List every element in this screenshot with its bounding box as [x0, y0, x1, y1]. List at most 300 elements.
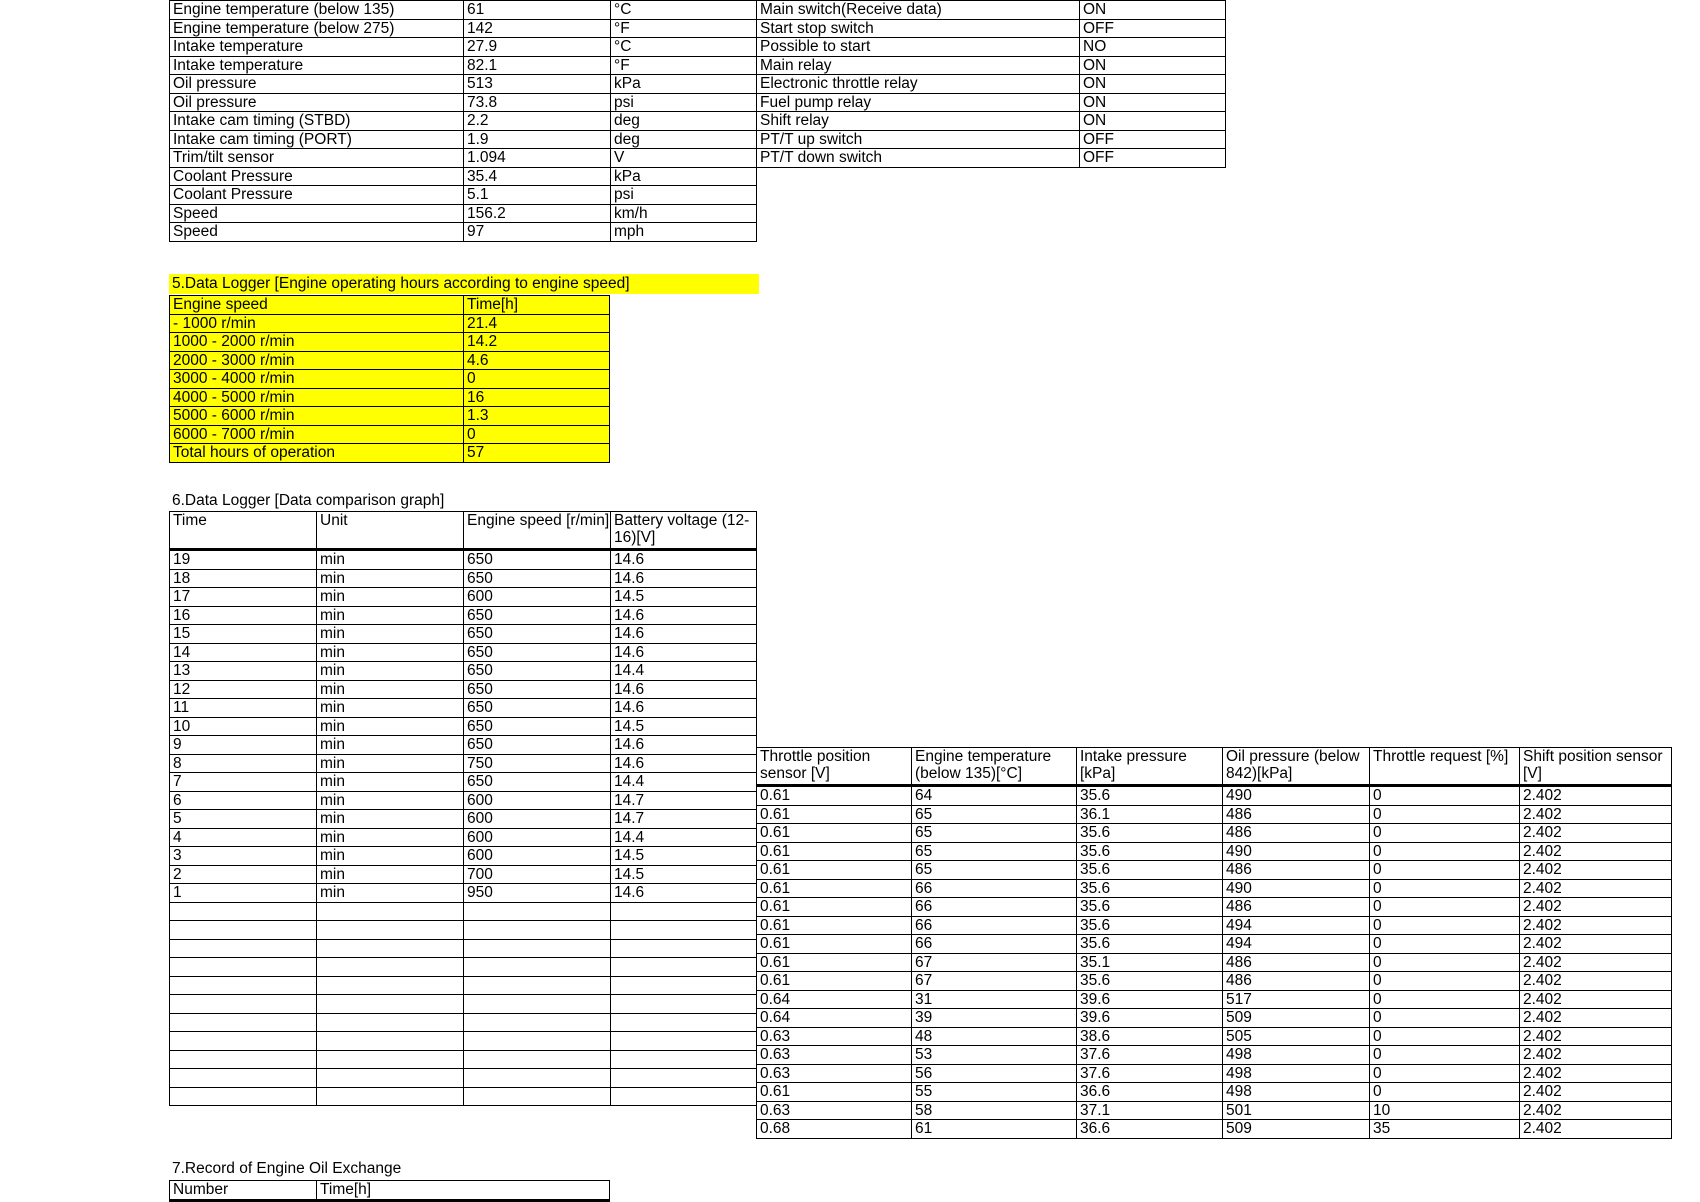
switch-row	[757, 38, 1226, 57]
table-cell: 0	[1370, 1046, 1520, 1065]
time-header: Time	[170, 512, 317, 550]
section5-title: 5.Data Logger [Engine operating hours according to engine speed]	[169, 274, 759, 294]
table-cell: 16	[464, 388, 610, 407]
table-cell: 0.61	[757, 879, 912, 898]
table-cell: kPa	[611, 167, 757, 186]
table-cell: 486	[1223, 824, 1370, 843]
switch-row	[757, 19, 1226, 38]
table-cell	[464, 995, 611, 1014]
table-cell: 513	[464, 75, 611, 94]
table-cell: psi	[611, 93, 757, 112]
table-cell: 35.6	[1077, 786, 1223, 806]
table-cell: 2.402	[1520, 879, 1672, 898]
table-cell: 35.6	[1077, 916, 1223, 935]
table-cell: 0	[1370, 861, 1520, 880]
table-cell: 14.6	[611, 569, 757, 588]
table-cell: 35.6	[1077, 972, 1223, 991]
table-cell: min	[317, 588, 464, 607]
data-comparison-row	[170, 828, 757, 847]
table-cell: 9	[170, 736, 317, 755]
table-cell	[464, 1032, 611, 1051]
data-comparison-row	[170, 699, 757, 718]
table-cell: 2.402	[1520, 786, 1672, 806]
table-cell: 14.6	[611, 699, 757, 718]
data-comparison-right-row	[757, 935, 1672, 954]
data-comparison-table	[169, 511, 757, 1106]
table-cell	[611, 1032, 757, 1051]
switch-row	[757, 1, 1226, 20]
table-cell: 750	[464, 754, 611, 773]
table-cell: 3000 - 4000 r/min	[170, 370, 464, 389]
table-cell: Start stop switch	[757, 19, 1080, 38]
table-cell: 10	[1370, 1101, 1520, 1120]
table-cell: 650	[464, 643, 611, 662]
data-comparison-right-row	[757, 824, 1672, 843]
table-cell: Electronic throttle relay	[757, 75, 1080, 94]
table-cell: 0.61	[757, 1083, 912, 1102]
table-cell: min	[317, 884, 464, 903]
table-cell: 17	[170, 588, 317, 607]
table-cell: 64	[912, 786, 1077, 806]
table-cell: 0.61	[757, 861, 912, 880]
table-cell: 2.402	[1520, 972, 1672, 991]
table-cell: Shift relay	[757, 112, 1080, 131]
engine-hours-row	[170, 370, 610, 389]
table-cell	[611, 1050, 757, 1069]
intake-pressure-header: Intake pressure [kPa]	[1077, 748, 1223, 786]
table-cell: °C	[611, 1, 757, 20]
table-cell	[317, 1069, 464, 1088]
table-cell: min	[317, 569, 464, 588]
switch-row	[757, 149, 1226, 168]
data-comparison-row	[170, 902, 757, 921]
table-cell: 4.6	[464, 351, 610, 370]
sensor-row	[170, 149, 757, 168]
table-cell: 650	[464, 662, 611, 681]
sensor-row	[170, 75, 757, 94]
table-cell: 48	[912, 1027, 1077, 1046]
table-cell: 35.6	[1077, 879, 1223, 898]
table-cell: Engine temperature (below 275)	[170, 19, 464, 38]
table-cell: 650	[464, 736, 611, 755]
table-cell: min	[317, 680, 464, 699]
sensor-row	[170, 1, 757, 20]
table-cell: 2.402	[1520, 1101, 1672, 1120]
table-cell	[170, 995, 317, 1014]
table-cell: kPa	[611, 75, 757, 94]
table-cell	[170, 958, 317, 977]
table-cell: Trim/tilt sensor	[170, 149, 464, 168]
sensor-row	[170, 204, 757, 223]
table-cell: °C	[611, 38, 757, 57]
table-cell: 2.402	[1520, 953, 1672, 972]
table-cell: 73.8	[464, 93, 611, 112]
data-comparison-row	[170, 550, 757, 570]
table-cell: 0.61	[757, 786, 912, 806]
table-cell: 65	[912, 824, 1077, 843]
throttle-position-header: Throttle position sensor [V]	[757, 748, 912, 786]
table-cell: min	[317, 550, 464, 570]
table-cell	[170, 902, 317, 921]
engine-hours-row	[170, 388, 610, 407]
table-cell	[317, 939, 464, 958]
unit-header: Unit	[317, 512, 464, 550]
table-cell: 0	[1370, 1064, 1520, 1083]
sensor-row	[170, 130, 757, 149]
table-cell: 39	[912, 1009, 1077, 1028]
table-cell: Total hours of operation	[170, 444, 464, 463]
table-cell: 65	[912, 842, 1077, 861]
table-cell	[170, 939, 317, 958]
table-cell: 0.64	[757, 1009, 912, 1028]
table-cell: 1000 - 2000 r/min	[170, 333, 464, 352]
table-cell: 14.6	[611, 550, 757, 570]
oil-exchange-table	[169, 1180, 610, 1202]
table-cell: Oil pressure	[170, 93, 464, 112]
table-cell: 600	[464, 791, 611, 810]
table-cell: 600	[464, 828, 611, 847]
table-cell: 0	[1370, 786, 1520, 806]
table-cell: 0.61	[757, 824, 912, 843]
table-cell: 486	[1223, 861, 1370, 880]
table-cell	[464, 1087, 611, 1106]
data-comparison-row	[170, 958, 757, 977]
table-cell: 61	[912, 1120, 1077, 1139]
table-cell: min	[317, 643, 464, 662]
switch-row	[757, 112, 1226, 131]
table-cell	[611, 995, 757, 1014]
sensor-row	[170, 167, 757, 186]
table-cell: 14.6	[611, 884, 757, 903]
data-comparison-right-row	[757, 1009, 1672, 1028]
shift-position-header: Shift position sensor [V]	[1520, 748, 1672, 786]
table-cell: 15	[170, 625, 317, 644]
data-comparison-row	[170, 921, 757, 940]
table-cell: 39.6	[1077, 1009, 1223, 1028]
table-cell: 0	[1370, 824, 1520, 843]
table-cell: min	[317, 847, 464, 866]
table-cell: min	[317, 699, 464, 718]
table-cell: V	[611, 149, 757, 168]
table-cell: 2.402	[1520, 990, 1672, 1009]
table-cell: 66	[912, 879, 1077, 898]
table-cell: 505	[1223, 1027, 1370, 1046]
table-cell: min	[317, 717, 464, 736]
data-comparison-row	[170, 976, 757, 995]
table-cell: 0.61	[757, 972, 912, 991]
table-cell: 501	[1223, 1101, 1370, 1120]
table-cell: 53	[912, 1046, 1077, 1065]
table-cell: 27.9	[464, 38, 611, 57]
table-cell	[317, 902, 464, 921]
table-cell: 0	[1370, 1027, 1520, 1046]
table-cell: 14.5	[611, 588, 757, 607]
table-cell: Intake cam timing (STBD)	[170, 112, 464, 131]
time-h-header: Time[h]	[317, 1181, 610, 1201]
table-cell: OFF	[1080, 19, 1226, 38]
table-cell: 650	[464, 680, 611, 699]
data-comparison-right-row	[757, 1101, 1672, 1120]
table-cell: 65	[912, 805, 1077, 824]
table-cell: 2.402	[1520, 805, 1672, 824]
sensor-values-table	[169, 0, 757, 242]
table-cell: 0	[1370, 916, 1520, 935]
table-cell: 35.6	[1077, 935, 1223, 954]
table-cell: 0.61	[757, 898, 912, 917]
sensor-row	[170, 19, 757, 38]
table-cell: min	[317, 828, 464, 847]
table-cell: 0.61	[757, 842, 912, 861]
table-cell	[464, 921, 611, 940]
data-comparison-row	[170, 606, 757, 625]
engine-speed-header: Engine speed [r/min]	[464, 512, 611, 550]
table-cell: 1.9	[464, 130, 611, 149]
section7-title: 7.Record of Engine Oil Exchange	[172, 1160, 402, 1177]
table-cell	[611, 902, 757, 921]
table-cell: 486	[1223, 972, 1370, 991]
table-cell: psi	[611, 186, 757, 205]
table-cell: 66	[912, 916, 1077, 935]
data-comparison-row	[170, 588, 757, 607]
table-cell: ON	[1080, 93, 1226, 112]
table-cell: min	[317, 606, 464, 625]
table-cell: 37.6	[1077, 1064, 1223, 1083]
table-cell: 14.6	[611, 680, 757, 699]
table-cell: 517	[1223, 990, 1370, 1009]
table-cell: 0	[1370, 1009, 1520, 1028]
table-cell: PT/T down switch	[757, 149, 1080, 168]
table-cell	[611, 939, 757, 958]
table-cell: 6000 - 7000 r/min	[170, 425, 464, 444]
table-cell: 4000 - 5000 r/min	[170, 388, 464, 407]
table-cell: 2	[170, 865, 317, 884]
data-comparison-row	[170, 662, 757, 681]
table-cell: 2.2	[464, 112, 611, 131]
table-cell: 0.63	[757, 1101, 912, 1120]
table-cell: Engine temperature (below 135)	[170, 1, 464, 20]
table-cell: 36.6	[1077, 1083, 1223, 1102]
engine-hours-row	[170, 351, 610, 370]
table-cell: 6	[170, 791, 317, 810]
table-cell: - 1000 r/min	[170, 314, 464, 333]
data-comparison-row	[170, 995, 757, 1014]
table-cell: deg	[611, 112, 757, 131]
table-cell: 509	[1223, 1120, 1370, 1139]
table-cell: 2.402	[1520, 1083, 1672, 1102]
table-cell: 37.6	[1077, 1046, 1223, 1065]
data-comparison-row	[170, 1050, 757, 1069]
table-cell: Possible to start	[757, 38, 1080, 57]
table-cell: 14.6	[611, 754, 757, 773]
table-cell: 0	[1370, 879, 1520, 898]
table-cell: 0	[1370, 898, 1520, 917]
engine-temperature-header: Engine temperature (below 135)[°C]	[912, 748, 1077, 786]
table-cell: 650	[464, 606, 611, 625]
table-cell: 2.402	[1520, 1027, 1672, 1046]
table-cell: min	[317, 865, 464, 884]
table-cell: 509	[1223, 1009, 1370, 1028]
table-cell: 31	[912, 990, 1077, 1009]
table-cell: 0.61	[757, 916, 912, 935]
table-cell: 2.402	[1520, 1009, 1672, 1028]
table-cell: OFF	[1080, 130, 1226, 149]
engine-hours-row	[170, 333, 610, 352]
table-cell: 97	[464, 223, 611, 242]
table-cell: 486	[1223, 953, 1370, 972]
table-cell: Coolant Pressure	[170, 167, 464, 186]
table-cell: 35.6	[1077, 861, 1223, 880]
data-comparison-row	[170, 939, 757, 958]
section6-title: 6.Data Logger [Data comparison graph]	[172, 492, 445, 509]
data-comparison-row	[170, 736, 757, 755]
table-cell: 494	[1223, 935, 1370, 954]
table-cell: 0	[1370, 842, 1520, 861]
table-cell	[464, 1013, 611, 1032]
table-cell: 14.4	[611, 828, 757, 847]
table-cell: 19	[170, 550, 317, 570]
table-cell: 0.61	[757, 953, 912, 972]
table-cell: 66	[912, 898, 1077, 917]
data-comparison-row	[170, 847, 757, 866]
sensor-row	[170, 223, 757, 242]
table-cell: 1.094	[464, 149, 611, 168]
data-comparison-row	[170, 791, 757, 810]
table-cell: 14.2	[464, 333, 610, 352]
table-cell: 0.63	[757, 1027, 912, 1046]
table-cell: Intake cam timing (PORT)	[170, 130, 464, 149]
table-cell	[464, 939, 611, 958]
engine-hours-row	[170, 425, 610, 444]
engine-hours-row	[170, 407, 610, 426]
table-cell	[464, 902, 611, 921]
table-cell: 14.6	[611, 736, 757, 755]
table-cell	[170, 921, 317, 940]
table-cell: min	[317, 625, 464, 644]
table-cell: 12	[170, 680, 317, 699]
table-cell	[464, 958, 611, 977]
data-comparison-row	[170, 754, 757, 773]
table-cell: Intake temperature	[170, 38, 464, 57]
table-cell: PT/T up switch	[757, 130, 1080, 149]
table-cell: 4	[170, 828, 317, 847]
table-cell: ON	[1080, 112, 1226, 131]
table-cell: 56	[912, 1064, 1077, 1083]
table-cell: 67	[912, 953, 1077, 972]
table-cell	[611, 1013, 757, 1032]
data-comparison-right-row	[757, 953, 1672, 972]
table-cell: 2.402	[1520, 861, 1672, 880]
table-cell: 156.2	[464, 204, 611, 223]
table-cell: 35.6	[1077, 898, 1223, 917]
throttle-request-header: Throttle request [%]	[1370, 748, 1520, 786]
table-cell: 14.6	[611, 643, 757, 662]
table-cell: 14.7	[611, 791, 757, 810]
table-cell: 14.6	[611, 625, 757, 644]
table-cell: 14.4	[611, 662, 757, 681]
table-cell: 18	[170, 569, 317, 588]
table-cell: 650	[464, 625, 611, 644]
table-cell: 35.6	[1077, 824, 1223, 843]
data-comparison-row	[170, 569, 757, 588]
table-cell: 11	[170, 699, 317, 718]
table-cell: ON	[1080, 1, 1226, 20]
table-cell: 36.1	[1077, 805, 1223, 824]
table-cell	[317, 1032, 464, 1051]
sensor-row	[170, 186, 757, 205]
table-cell: 36.6	[1077, 1120, 1223, 1139]
table-cell: 0	[464, 370, 610, 389]
switch-status-table	[756, 0, 1226, 168]
data-comparison-row	[170, 1069, 757, 1088]
table-cell: 14.7	[611, 810, 757, 829]
table-cell	[170, 1013, 317, 1032]
table-cell: 2.402	[1520, 916, 1672, 935]
table-cell: 0	[1370, 990, 1520, 1009]
table-cell: 2.402	[1520, 1046, 1672, 1065]
data-comparison-row	[170, 1087, 757, 1106]
table-cell: 5.1	[464, 186, 611, 205]
table-cell: 0.68	[757, 1120, 912, 1139]
data-comparison-right-row	[757, 1027, 1672, 1046]
table-cell: 13	[170, 662, 317, 681]
table-cell: 35.1	[1077, 953, 1223, 972]
table-cell: km/h	[611, 204, 757, 223]
table-cell: 0.64	[757, 990, 912, 1009]
table-cell	[317, 976, 464, 995]
table-cell: 38.6	[1077, 1027, 1223, 1046]
sensor-row	[170, 38, 757, 57]
table-cell: 66	[912, 935, 1077, 954]
table-cell: 55	[912, 1083, 1077, 1102]
table-cell: 67	[912, 972, 1077, 991]
data-comparison-row	[170, 810, 757, 829]
data-comparison-right-row	[757, 898, 1672, 917]
table-cell: 600	[464, 810, 611, 829]
table-cell: Coolant Pressure	[170, 186, 464, 205]
table-cell: 498	[1223, 1064, 1370, 1083]
data-comparison-row	[170, 643, 757, 662]
table-cell: Main relay	[757, 56, 1080, 75]
table-cell: 600	[464, 588, 611, 607]
table-cell	[317, 995, 464, 1014]
table-cell: deg	[611, 130, 757, 149]
table-cell	[317, 921, 464, 940]
table-cell	[611, 958, 757, 977]
table-cell: 0	[464, 425, 610, 444]
table-cell	[170, 1087, 317, 1106]
table-cell	[170, 1032, 317, 1051]
data-comparison-row	[170, 680, 757, 699]
data-comparison-right-row	[757, 972, 1672, 991]
table-cell: 5000 - 6000 r/min	[170, 407, 464, 426]
table-cell: 37.1	[1077, 1101, 1223, 1120]
battery-voltage-header: Battery voltage (12-16)[V]	[611, 512, 757, 550]
sensor-row	[170, 112, 757, 131]
table-cell: 21.4	[464, 314, 610, 333]
engine-hours-table	[169, 295, 610, 463]
table-cell: 1.3	[464, 407, 610, 426]
table-cell: 142	[464, 19, 611, 38]
table-cell	[611, 921, 757, 940]
table-cell: 14.6	[611, 606, 757, 625]
table-cell: 0.61	[757, 935, 912, 954]
table-cell: 650	[464, 717, 611, 736]
switch-row	[757, 75, 1226, 94]
table-cell: 1	[170, 884, 317, 903]
table-cell: 0	[1370, 953, 1520, 972]
table-cell: 0	[1370, 805, 1520, 824]
engine-hours-header-row	[170, 296, 610, 315]
